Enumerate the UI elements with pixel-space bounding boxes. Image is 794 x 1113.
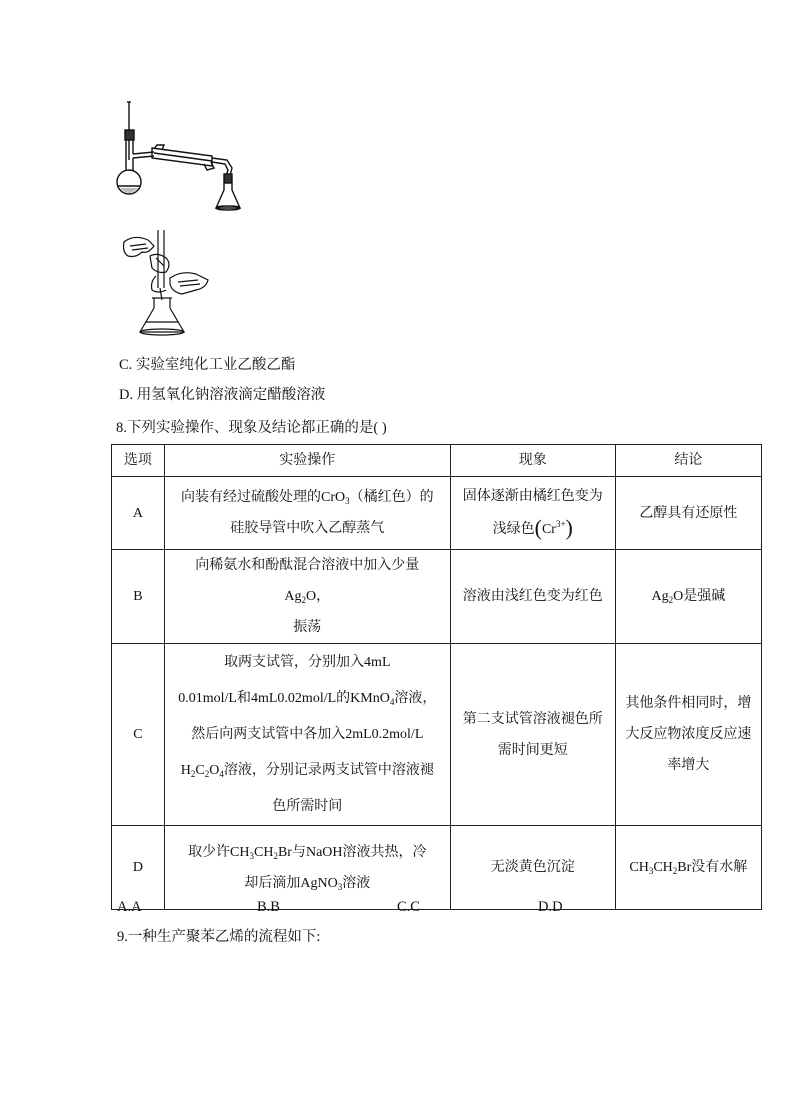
row-a-conclusion: 乙醇具有还原性 <box>615 477 761 550</box>
row-d-phenomenon: 无淡黄色沉淀 <box>450 826 615 910</box>
question-8-choices <box>117 897 717 917</box>
choice-a[interactable]: A.A <box>117 899 142 915</box>
row-a-operation: 向装有经过硫酸处理的CrO$_3$（橘红色）的 硅胶导管中吹入乙醇蒸气 <box>164 477 450 550</box>
header-option: 选项 <box>112 445 165 477</box>
row-c-phenomenon: 第二支试管溶液褪色所 需时间更短 <box>450 644 615 826</box>
header-operation: 实验操作 <box>164 445 450 477</box>
choice-b[interactable]: B.B <box>257 899 280 915</box>
row-c-label: C <box>112 644 165 826</box>
row-b-operation: 向稀氨水和酚酞混合溶液中加入少量$Ag_2O$， 振荡 <box>164 550 450 644</box>
distillation-apparatus-figure <box>112 98 252 216</box>
row-c-conclusion: 其他条件相同时，增 大反应物浓度反应速 率增大 <box>615 644 761 826</box>
row-c-operation: 取两支试管，分别加入4mL 0.01mol/L和4mL0.02mol/L的KMnO$_4$溶液， 然后向两支试管中各加入2mL0.2mol/L $H_2C_2O_4$溶液，分别记录两支试管中溶液褪 色所需时间 <box>164 644 450 826</box>
row-a-phenomenon: 固体逐渐由橘红色变为 浅绿色$(Cr^{3+})$ <box>450 477 615 550</box>
question-8-stem: 8.下列实验操作、现象及结论都正确的是( ) <box>116 420 387 436</box>
row-d-conclusion: $CH_3CH_2Br$没有水解 <box>615 826 761 910</box>
row-d-label: D <box>112 826 165 910</box>
row-b-phenomenon: 溶液由浅红色变为红色 <box>450 550 615 644</box>
header-conclusion: 结论 <box>615 445 761 477</box>
row-b-conclusion: $Ag_2O$是强碱 <box>615 550 761 644</box>
header-phenomenon: 现象 <box>450 445 615 477</box>
row-b-label: B <box>112 550 165 644</box>
table-row-b <box>112 550 762 644</box>
option-d-text: D. 用氢氧化钠溶液滴定醋酸溶液 <box>119 387 326 403</box>
row-a-label: A <box>112 477 165 550</box>
table-row-c <box>112 644 762 826</box>
option-c-text: C. 实验室纯化工业乙酸乙酯 <box>119 357 296 373</box>
question-9-stem: 9.一种生产聚苯乙烯的流程如下: <box>117 929 321 945</box>
table-header-row <box>112 445 762 477</box>
choice-c[interactable]: C.C <box>397 899 420 915</box>
row-d-operation: 取少许$CH_3CH_2Br$与NaOH溶液共热，冷 却后滴加AgNO$_3$溶液 <box>164 826 450 910</box>
table-row-a <box>112 477 762 550</box>
titration-figure <box>120 228 212 340</box>
choice-d[interactable]: D.D <box>538 899 563 915</box>
question-8-table <box>111 444 762 910</box>
